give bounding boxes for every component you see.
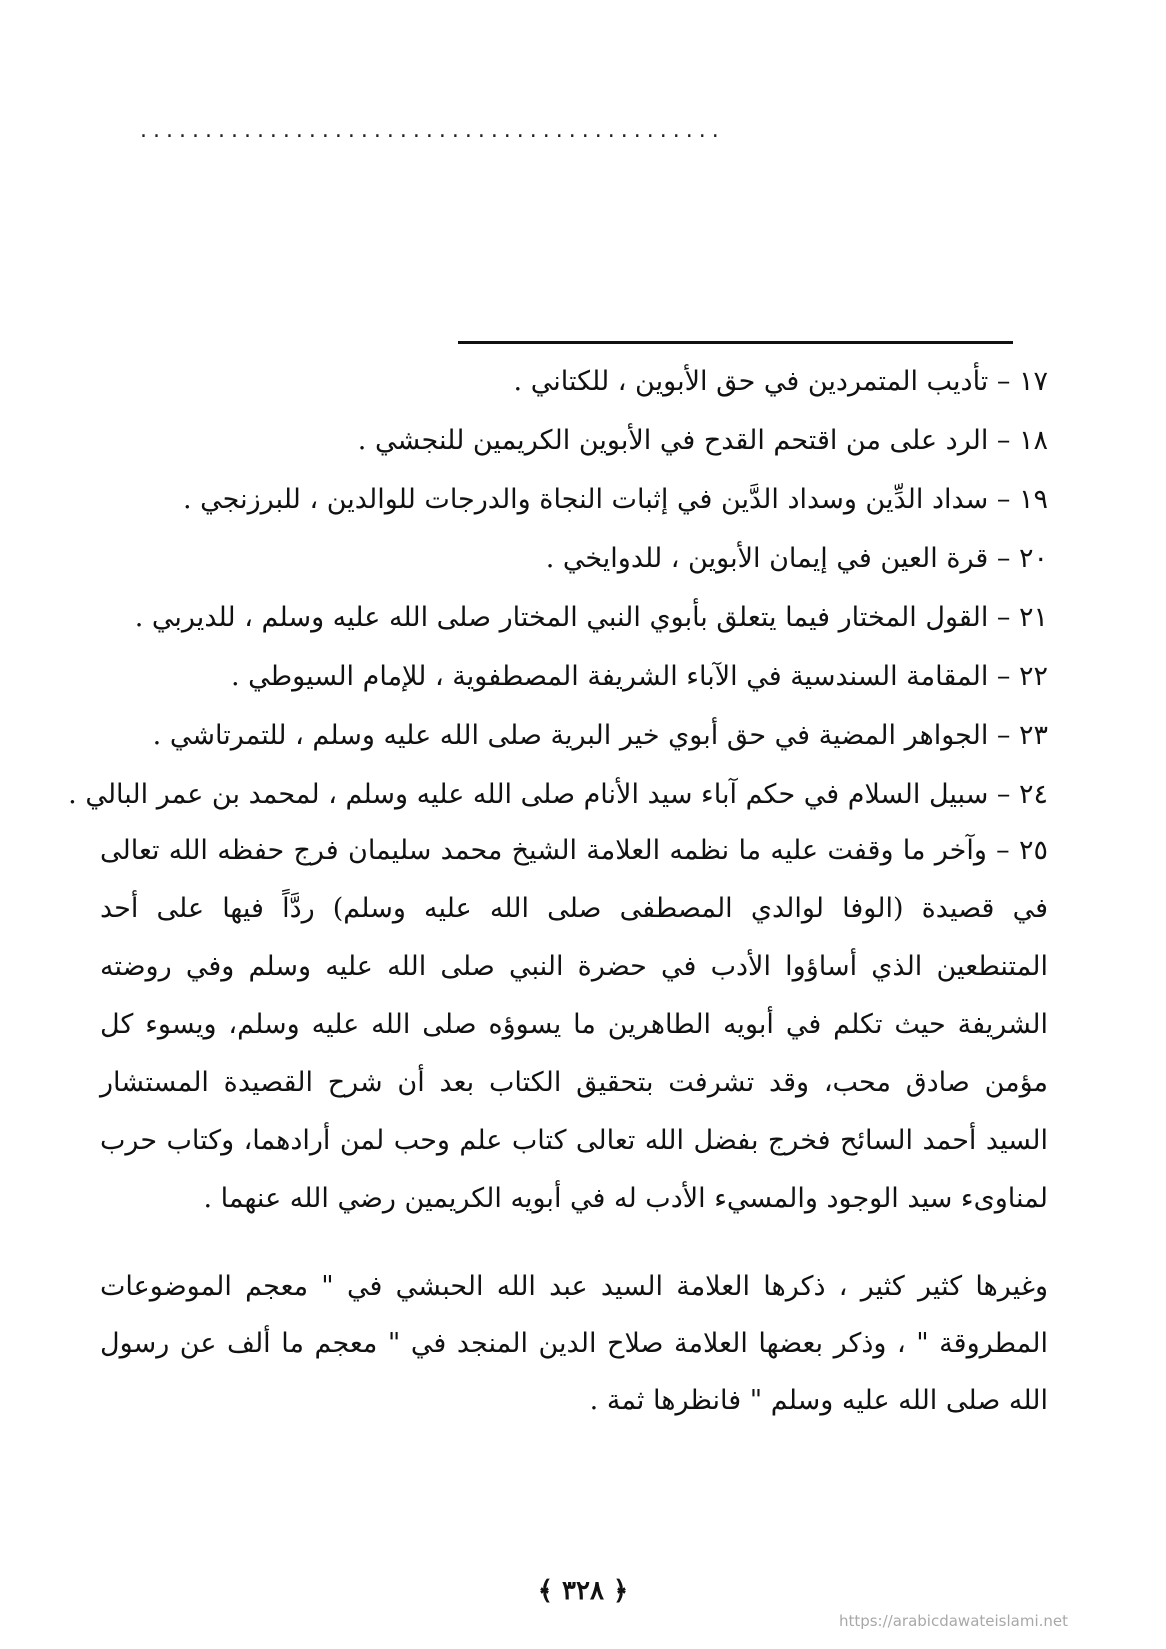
list-item: ٢١ – القول المختار فيما يتعلق بأبوي النبي المختار صلى الله عليه وسلم ، للديربي . — [134, 602, 1048, 633]
list-item: ٢٠ – قرة العين في إيمان الأبوين ، للدوايخي . — [545, 543, 1048, 574]
list-item: ٢٢ – المقامة السندسية في الآباء الشريفة المصطفوية ، للإمام السيوطي . — [230, 661, 1048, 692]
list-item: ١٩ – سداد الدِّين وسداد الدَّين في إثبات النجاة والدرجات للوالدين ، للبرزنجي . — [183, 484, 1048, 515]
list-item: ١٨ – الرد على من اقتحم القدح في الأبوين الكريمين للنجشي . — [357, 425, 1048, 456]
list-item: ٢٤ – سبيل السلام في حكم آباء سيد الأنام صلى الله عليه وسلم ، لمحمد بن عمر البالي . — [68, 779, 1048, 810]
paragraph-item-25: ٢٥ – وآخر ما وقفت عليه ما نظمه العلامة الشيخ محمد سليمان فرج حفظه الله تعالى في قصيدة (الوفا لوالدي المصطفى صلى الله عليه وسلم) ردَّاً فيها على أحد المتنطعين الذي أساؤوا الأدب في حضرة النبي صلى الله عليه وسلم وفي روضته الشريفة حيث تكلم في أبويه الطاهرين ما يسوؤه صلى الله عليه وسلم، ويسوء كل مؤمن صادق محب، وقد تشرفت بتحقيق الكتاب بعد أن شرح القصيدة المستشار السيد أحمد السائح فخرج بفضل الله تعالى كتاب علم وحب لمن أرادهما، وكتاب حرب لمناوىء سيد الوجود والمسيء الأدب له في أبويه الكريمين رضي الله عنهما . — [100, 835, 1048, 1214]
list-item: ٢٣ – الجواهر المضية في حق أبوي خير البرية صلى الله عليه وسلم ، للتمرتاشي . — [152, 720, 1048, 751]
decorative-dotted-line: ............................................. — [140, 118, 725, 138]
footnote-separator-rule — [458, 341, 1013, 344]
closing-paragraph: وغيرها كثير كثير ، ذكرها العلامة السيد عبد الله الحبشي في " معجم الموضوعات المطروقة " ، وذكر بعضها العلامة صلاح الدين المنجد في " معجم ما ألف عن رسول الله صلى الله عليه وسلم " فانظرها ثمة . — [100, 1271, 1048, 1416]
watermark-url: https://arabicdawateislami.net — [838, 1612, 1068, 1630]
book-list — [68, 352, 1048, 824]
list-item: ١٧ – تأديب المتمردين في حق الأبوين ، للكتاني . — [513, 366, 1048, 397]
page-number: ﴿ ٣٢٨ ﴾ — [537, 1576, 629, 1606]
